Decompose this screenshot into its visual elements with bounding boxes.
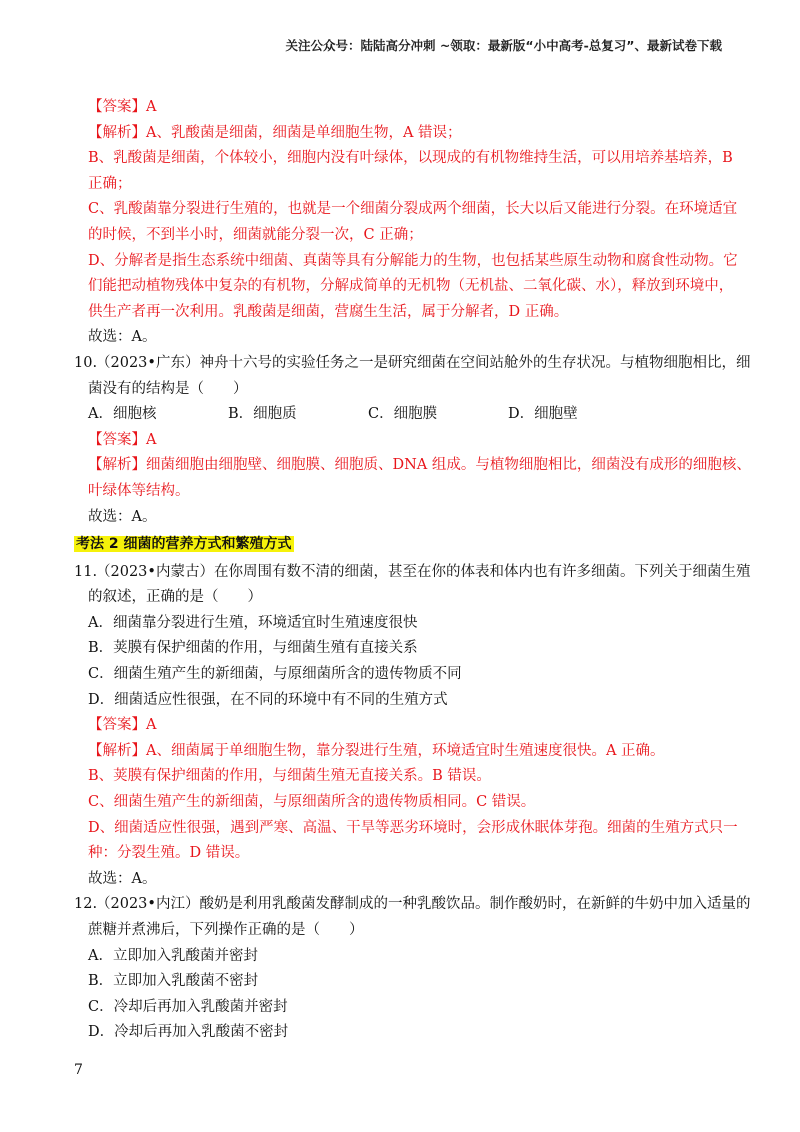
option-b: B．细胞质 (228, 406, 297, 423)
q9-analysis-line: D、分解者是指生态系统中细菌、真菌等具有分解能力的生物，也包括某些原生动物和腐食性动物。它 (88, 252, 738, 269)
question-number: 11. (74, 563, 98, 580)
q11-analysis-line: D、细菌适应性很强，遇到严寒、高温、干旱等恶劣环境时，会形成休眠体芽孢。细菌的生殖方式只一 (88, 819, 738, 836)
question-number: 12. (74, 896, 98, 913)
option-b: B．荚膜有保护细菌的作用，与细菌生殖有直接关系 (88, 640, 418, 657)
q11-answer: 【答案】A (88, 717, 157, 734)
q10-analysis-line: 【解析】细菌细胞由细胞壁、细胞膜、细胞质、DNA 组成。与植物细胞相比，细菌没有成形的细胞核、 (88, 457, 751, 474)
question-number: 10. (74, 354, 98, 371)
q11-analysis-line: C、细菌生殖产生的新细菌，与原细菌所含的遗传物质相同。C 错误。 (88, 794, 536, 811)
q9-analysis-line: 的时候，不到半小时，细菌就能分裂一次，C 正确； (88, 226, 423, 243)
section-heading (74, 532, 742, 558)
option-d: D．细胞壁 (508, 406, 578, 423)
option-a: A．细菌靠分裂进行生殖，环境适宜时生殖速度很快 (88, 614, 418, 631)
q10-answer: 【答案】A (88, 431, 157, 448)
q10-stem (74, 351, 751, 377)
q10-options (74, 402, 742, 428)
page-header: 关注公众号：陆陆高分冲刺 ~领取：最新版“小中高考-总复习”、最新试卷下载 (285, 38, 722, 53)
q10-stem-line: （2023•广东）神舟十六号的实验任务之一是研究细菌在空间站舱外的生存状况。与植物细胞相比，细 (96, 354, 751, 371)
q11-analysis-line: 【解析】A、细菌属于单细胞生物，靠分裂进行生殖，环境适宜时生殖速度很快。A 正确。 (88, 742, 665, 759)
q11-analysis-line: 种：分裂生殖。D 错误。 (88, 845, 250, 862)
option-a: A．立即加入乳酸菌并密封 (88, 947, 258, 964)
q11-stem-line: （2023•内蒙古）在你周围有数不清的细菌，甚至在你的体表和体内也有许多细菌。下列关于细菌生殖 (96, 563, 751, 580)
option-c: C．细胞膜 (368, 406, 438, 423)
q11-stem-line: 的叙述，正确的是（ ） (88, 589, 262, 606)
q12-stem-line: （2023•内江）酸奶是利用乳酸菌发酵制成的一种乳酸饮品。制作酸奶时，在新鲜的牛奶中加入适量的 (96, 896, 751, 913)
section-title: 考法 2 细菌的营养方式和繁殖方式 (76, 536, 292, 553)
option-d: D．冷却后再加入乳酸菌不密封 (88, 1024, 289, 1041)
option-b: B．立即加入乳酸菌不密封 (88, 973, 259, 990)
q9-analysis-line: 【解析】A、乳酸菌是细菌，细菌是单细胞生物，A 错误； (88, 124, 462, 141)
q10-stem-line: 菌没有的结构是（ ） (88, 380, 248, 397)
q10-conclusion: 故选：A。 (88, 508, 157, 525)
document-body (74, 95, 751, 1046)
q9-conclusion: 故选：A。 (88, 329, 157, 346)
option-d: D．细菌适应性很强，在不同的环境中有不同的生殖方式 (88, 691, 448, 708)
q9-analysis-line: 供生产者再一次利用。乳酸菌是细菌，营腐生生活，属于分解者，D 正确。 (88, 303, 569, 320)
q11-stem (74, 560, 751, 586)
option-c: C．细菌生殖产生的新细菌，与原细菌所含的遗传物质不同 (88, 666, 462, 683)
q9-analysis-line: C、乳酸菌靠分裂进行生殖的，也就是一个细菌分裂成两个细菌，长大以后又能进行分裂。在环境适宜 (88, 201, 738, 218)
option-a: A．细胞核 (88, 406, 157, 423)
option-c: C．冷却后再加入乳酸菌并密封 (88, 998, 288, 1015)
q9-analysis-line: B、乳酸菌是细菌，个体较小，细胞内没有叶绿体，以现成的有机物维持生活，可以用培养基培养，B (88, 150, 733, 167)
q9-answer: 【答案】A (88, 99, 157, 115)
page-number: 7 (74, 1062, 83, 1078)
q11-analysis-line: B、荚膜有保护细菌的作用，与细菌生殖无直接关系。B 错误。 (88, 768, 491, 785)
q10-analysis-line: 叶绿体等结构。 (88, 482, 190, 499)
q11-conclusion: 故选：A。 (88, 870, 157, 887)
q12-stem-line: 蔗糖并煮沸后，下列操作正确的是（ ） (88, 922, 364, 938)
q12-stem (74, 892, 751, 918)
q9-analysis-line: 正确； (88, 175, 132, 192)
q9-analysis-line: 们能把动植物残体中复杂的有机物，分解成简单的无机物（无机盐、二氧化碳、水），释放到环境中， (88, 278, 734, 295)
